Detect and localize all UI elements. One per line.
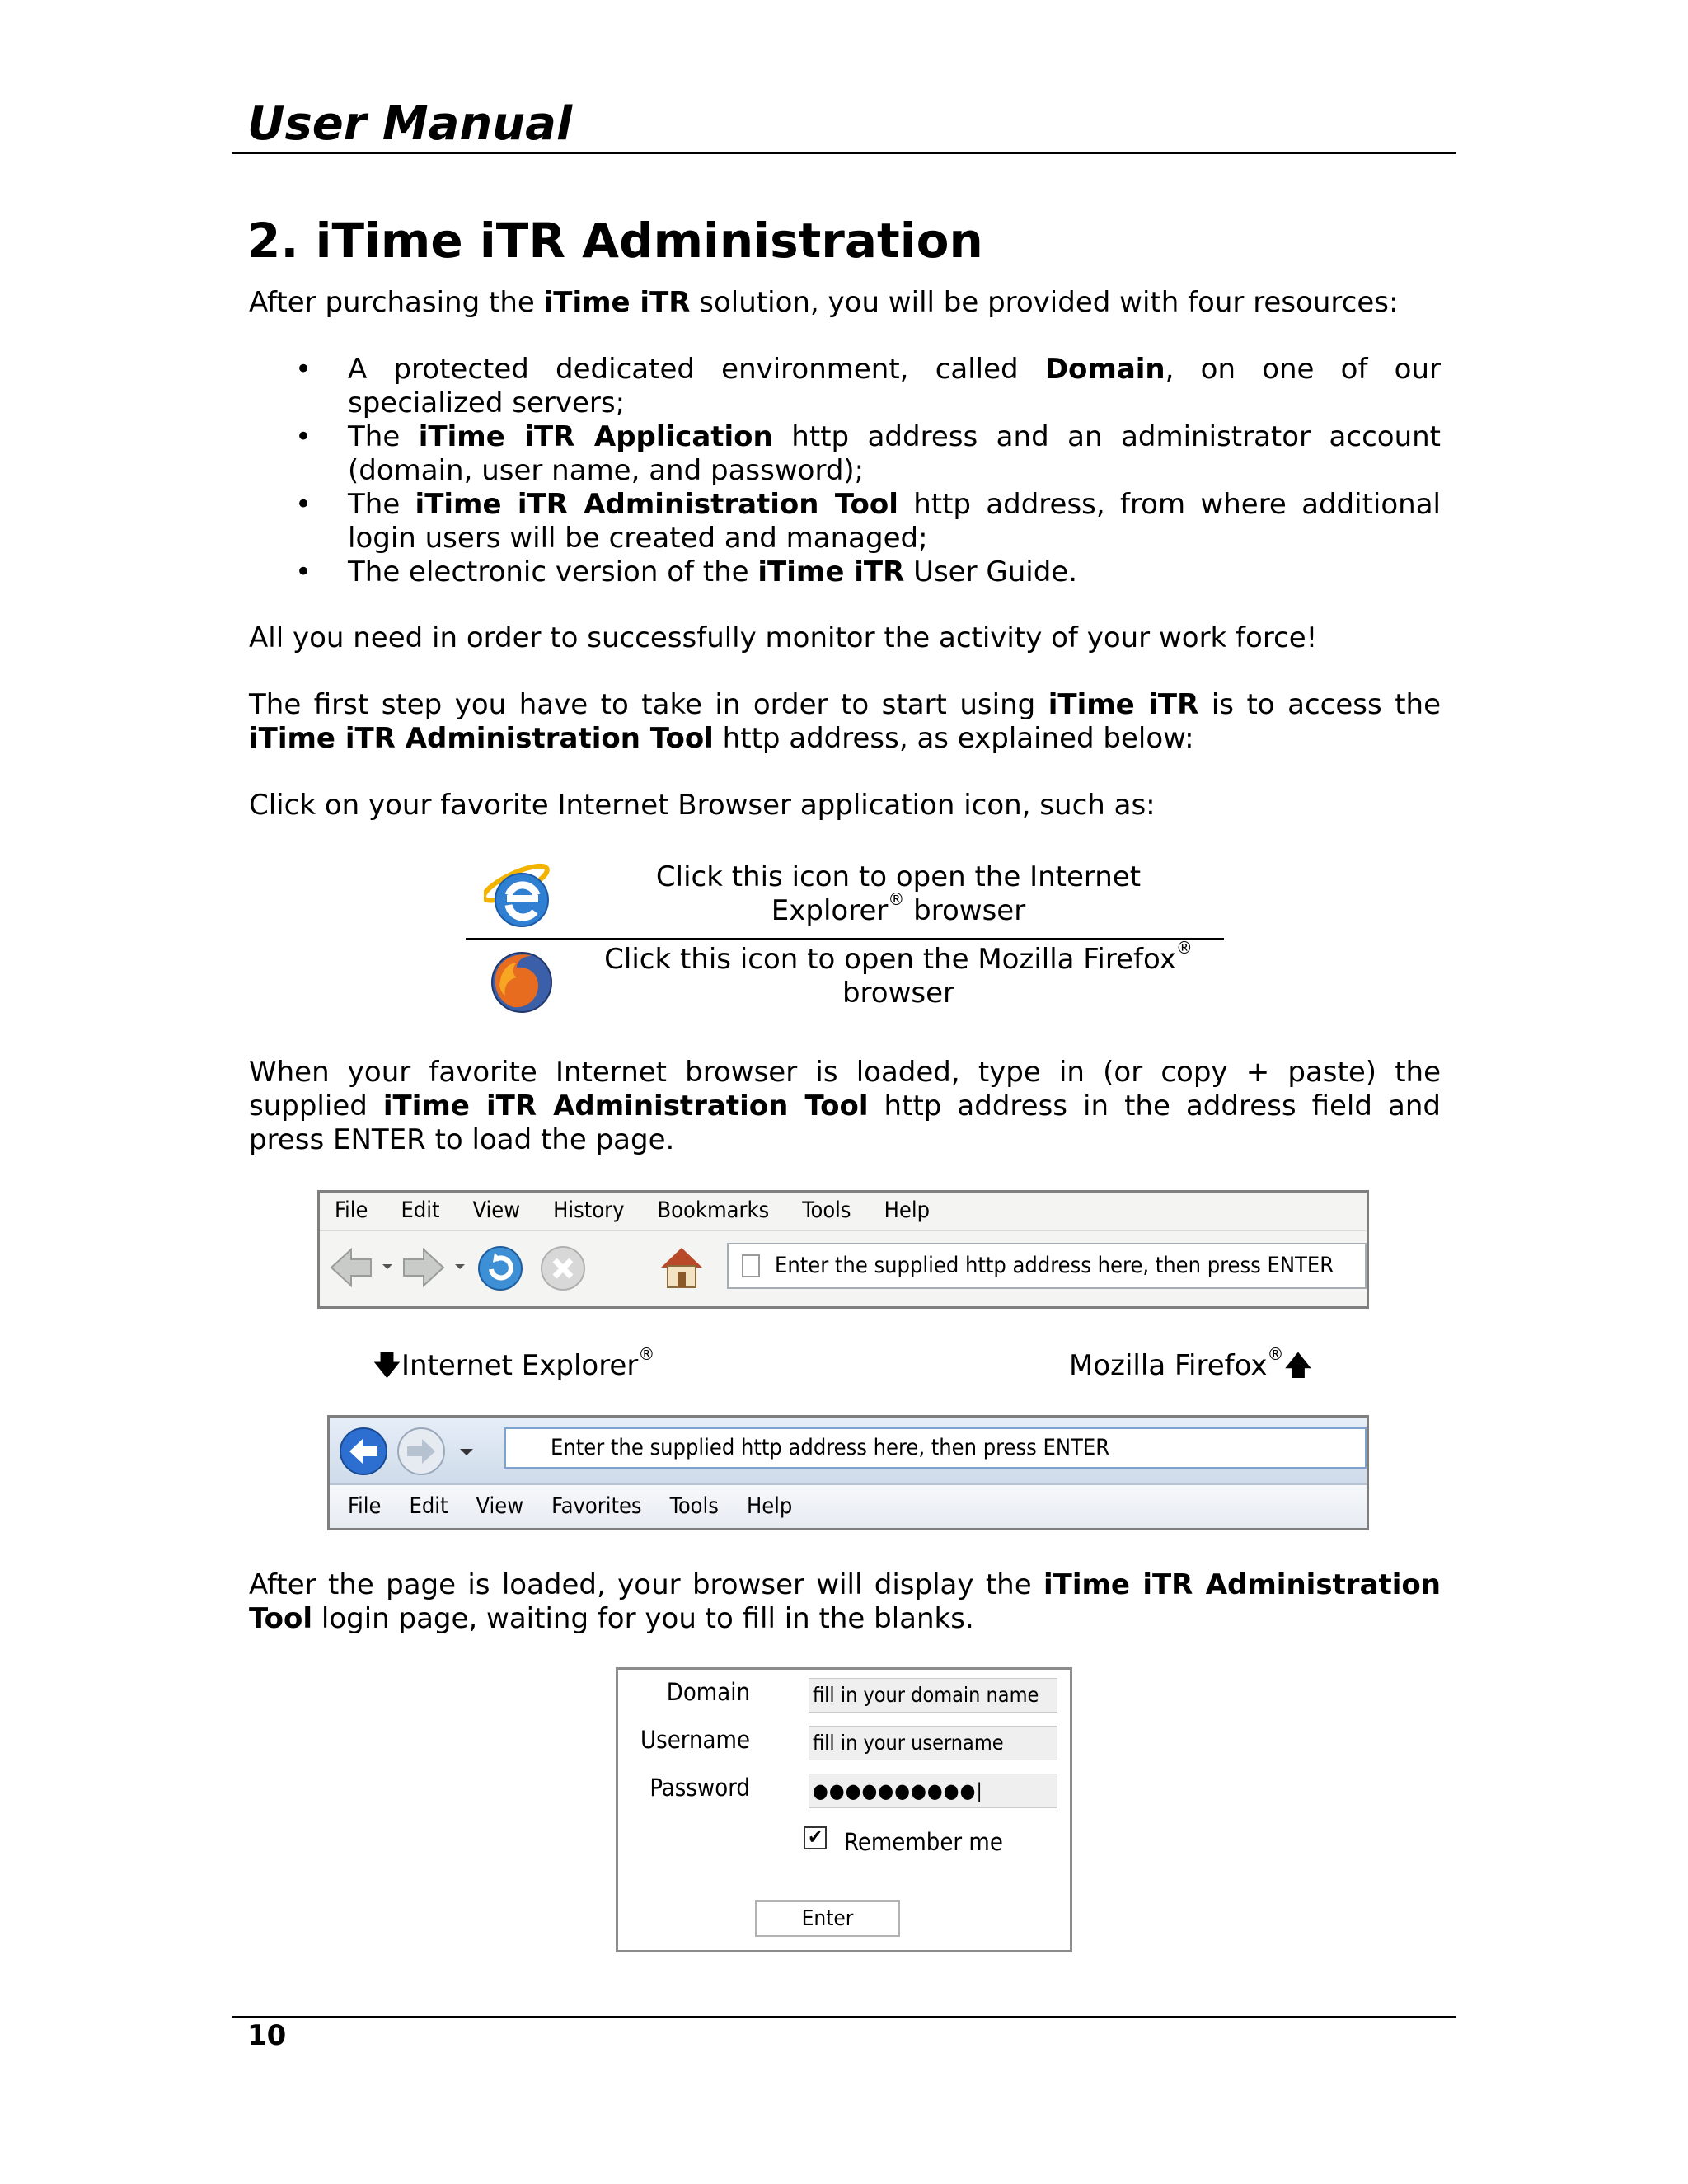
ie-navbar [330, 1418, 1367, 1485]
registered-mark: ® [1175, 938, 1193, 958]
address-text: Enter the supplied http address here, then press ENTER [551, 1435, 1110, 1460]
firefox-label [1069, 1344, 1313, 1383]
footer-rule [232, 2016, 1456, 2018]
bullet-text: The [348, 488, 415, 521]
ie-text-browser: browser [904, 894, 1026, 927]
text: is to access the [1198, 688, 1441, 721]
intro-bold: iTime iTR [543, 286, 691, 319]
ff-text-line1: Click this icon to open the Mozilla Firefox [604, 943, 1176, 976]
chevron-down-icon[interactable] [453, 1263, 467, 1271]
bullet-bold: iTime iTR Administration Tool [415, 488, 898, 521]
stop-icon[interactable] [539, 1244, 587, 1292]
ff-label-text: Mozilla Firefox [1069, 1349, 1268, 1382]
paragraph-all-you-need: All you need in order to successfully monitor the activity of your work force! [249, 621, 1318, 654]
paragraph-first-step [249, 688, 1441, 756]
menu-view[interactable]: View [476, 1493, 524, 1519]
list-item [249, 555, 1441, 589]
intro-paragraph [249, 286, 1441, 320]
forward-arrow-icon[interactable] [401, 1246, 447, 1289]
paragraph-click-icon: Click on your favorite Internet Browser application icon, such as: [249, 789, 1156, 822]
home-icon[interactable] [658, 1243, 706, 1291]
menu-history[interactable]: History [553, 1197, 625, 1223]
password-field[interactable]: ●●●●●●●●●●| [809, 1774, 1057, 1808]
intro-text-end: solution, you will be provided with four resources: [690, 286, 1399, 319]
section-heading: 2. iTime iTR Administration [247, 213, 983, 269]
login-form-screenshot [616, 1667, 1072, 1952]
ie-address-bar[interactable] [504, 1427, 1367, 1469]
registered-mark: ® [638, 1344, 655, 1364]
username-field[interactable]: fill in your username [809, 1726, 1057, 1760]
text: http address in the address field and press ENTER to load the page. [249, 1090, 1441, 1156]
forward-arrow-icon[interactable] [396, 1426, 447, 1477]
text: http address, as explained below: [713, 722, 1194, 755]
page-icon [742, 1254, 760, 1277]
bullet-bold: Domain [1044, 353, 1165, 386]
menu-edit[interactable]: Edit [409, 1493, 448, 1519]
firefox-row [466, 940, 1224, 1024]
menu-tools[interactable]: Tools [669, 1493, 719, 1519]
firefox-toolbar-screenshot [317, 1190, 1369, 1309]
bullet-text-end: , on one of our specialized servers; [348, 353, 1441, 419]
menu-favorites[interactable]: Favorites [551, 1493, 642, 1519]
registered-mark: ® [888, 889, 905, 909]
registered-mark: ® [1267, 1344, 1284, 1364]
menu-file[interactable]: File [335, 1197, 368, 1223]
firefox-navbar [320, 1230, 1367, 1307]
remember-me-checkbox[interactable]: ✔ [804, 1826, 827, 1849]
menu-help[interactable]: Help [746, 1493, 793, 1519]
ie-text-line1: Click this icon to open the Internet [655, 860, 1142, 893]
text: login page, waiting for you to fill in the blanks. [312, 1602, 974, 1635]
enter-button[interactable]: Enter [755, 1900, 900, 1937]
running-header: User Manual [247, 97, 573, 151]
ff-text-browser: browser [842, 977, 955, 1010]
bullet-text: A protected dedicated environment, called [348, 353, 1045, 386]
resources-list [249, 353, 1441, 589]
ie-toolbar-screenshot [327, 1415, 1369, 1530]
menu-file[interactable]: File [348, 1493, 382, 1519]
ie-row [466, 854, 1224, 940]
up-arrow-icon: 🡅 [1283, 1349, 1313, 1382]
bold-text: iTime iTR Administration Tool [249, 1568, 1441, 1635]
firefox-description [589, 938, 1207, 1010]
menu-view[interactable]: View [472, 1197, 521, 1223]
text: After the page is loaded, your browser will display the [249, 1568, 1043, 1601]
paragraph-after-loaded [249, 1568, 1441, 1636]
bold-text: iTime iTR Administration Tool [249, 722, 714, 755]
domain-label: Domain [666, 1678, 750, 1706]
ie-label [373, 1344, 655, 1383]
text: When your favorite Internet browser is loaded, type in (or copy + paste) the supplied [249, 1056, 1441, 1122]
menu-tools[interactable]: Tools [802, 1197, 851, 1223]
domain-field[interactable]: fill in your domain name [809, 1678, 1057, 1713]
list-item [249, 488, 1441, 555]
list-item [249, 353, 1441, 420]
firefox-address-bar[interactable] [727, 1243, 1367, 1289]
bullet-text-end: User Guide. [904, 555, 1078, 588]
header-rule [232, 152, 1456, 154]
down-arrow-icon: 🡇 [373, 1349, 401, 1382]
bullet-dot: • [295, 353, 312, 386]
bullet-dot: • [295, 420, 312, 453]
intro-text: After purchasing the [249, 286, 544, 319]
menu-bookmarks[interactable]: Bookmarks [657, 1197, 770, 1223]
bold-text: iTime iTR [1048, 688, 1199, 721]
remember-me-label: Remember me [844, 1828, 1003, 1856]
menu-help[interactable]: Help [884, 1197, 930, 1223]
bullet-text: The [348, 420, 419, 453]
bullet-text-end: http address, from where additional login users will be created and managed; [348, 488, 1441, 555]
password-label: Password [649, 1774, 750, 1802]
reload-icon[interactable] [476, 1244, 524, 1292]
bullet-bold: iTime iTR [757, 555, 905, 588]
page-number: 10 [247, 2019, 287, 2052]
bullet-text: The electronic version of the [348, 555, 758, 588]
text: The first step you have to take in order to start using [249, 688, 1048, 721]
username-label: Username [640, 1726, 750, 1754]
firefox-menubar [320, 1193, 1367, 1229]
back-arrow-icon[interactable] [338, 1426, 389, 1477]
ie-description [589, 860, 1207, 928]
bullet-bold: iTime iTR Application [418, 420, 773, 453]
address-text: Enter the supplied http address here, then press ENTER [775, 1253, 1334, 1278]
bullet-dot: • [295, 555, 312, 588]
browser-icons-table [466, 854, 1224, 1024]
back-arrow-icon[interactable] [328, 1246, 374, 1289]
ie-text-explorer: Explorer [771, 894, 889, 927]
paragraph-when-loaded [249, 1056, 1441, 1157]
ie-menubar [330, 1485, 1367, 1528]
list-item [249, 420, 1441, 488]
internet-explorer-icon[interactable] [484, 859, 560, 935]
chevron-down-icon[interactable] [381, 1263, 394, 1271]
chevron-down-icon[interactable] [458, 1447, 475, 1457]
firefox-icon[interactable] [484, 944, 560, 1020]
bold-text: iTime iTR Administration Tool [382, 1090, 869, 1122]
bullet-dot: • [295, 488, 312, 521]
ie-label-text: Internet Explorer [401, 1349, 639, 1382]
bullet-text-end: http address and an administrator account (domain, user name, and password); [348, 420, 1441, 487]
menu-edit[interactable]: Edit [401, 1197, 440, 1223]
